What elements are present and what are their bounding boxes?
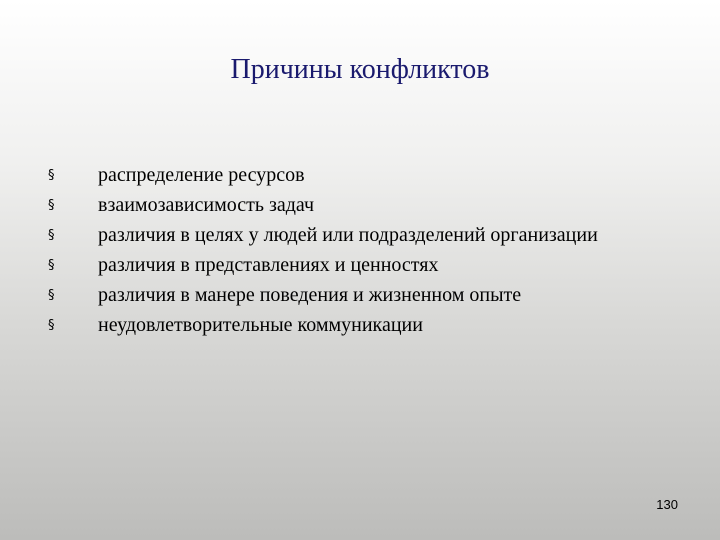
section-sign-icon: § — [48, 288, 55, 303]
section-sign-icon: § — [48, 258, 55, 273]
list-item-text: различия в манере поведения и жизненном опыте — [98, 284, 522, 306]
list-item — [48, 163, 688, 188]
section-sign-icon: § — [48, 228, 55, 243]
list-item-text: различия в целях у людей или подразделений организации — [98, 224, 598, 246]
list-item — [48, 313, 688, 338]
section-sign-icon: § — [48, 198, 55, 213]
list-item — [48, 283, 688, 308]
page-number: 130 — [656, 497, 678, 512]
list-item-text: взаимозависимость задач — [98, 194, 315, 216]
slide-title: Причины конфликтов — [230, 54, 490, 85]
section-sign-icon: § — [48, 168, 55, 183]
list-item-text: различия в представлениях и ценностях — [98, 254, 439, 276]
list-item — [48, 193, 688, 218]
section-sign-icon: § — [48, 318, 55, 333]
list-item — [48, 253, 688, 278]
list-item — [48, 223, 688, 248]
list-item-text: неудовлетворительные коммуникации — [98, 314, 423, 336]
bullet-list — [48, 163, 688, 343]
list-item-text: распределение ресурсов — [98, 164, 305, 186]
